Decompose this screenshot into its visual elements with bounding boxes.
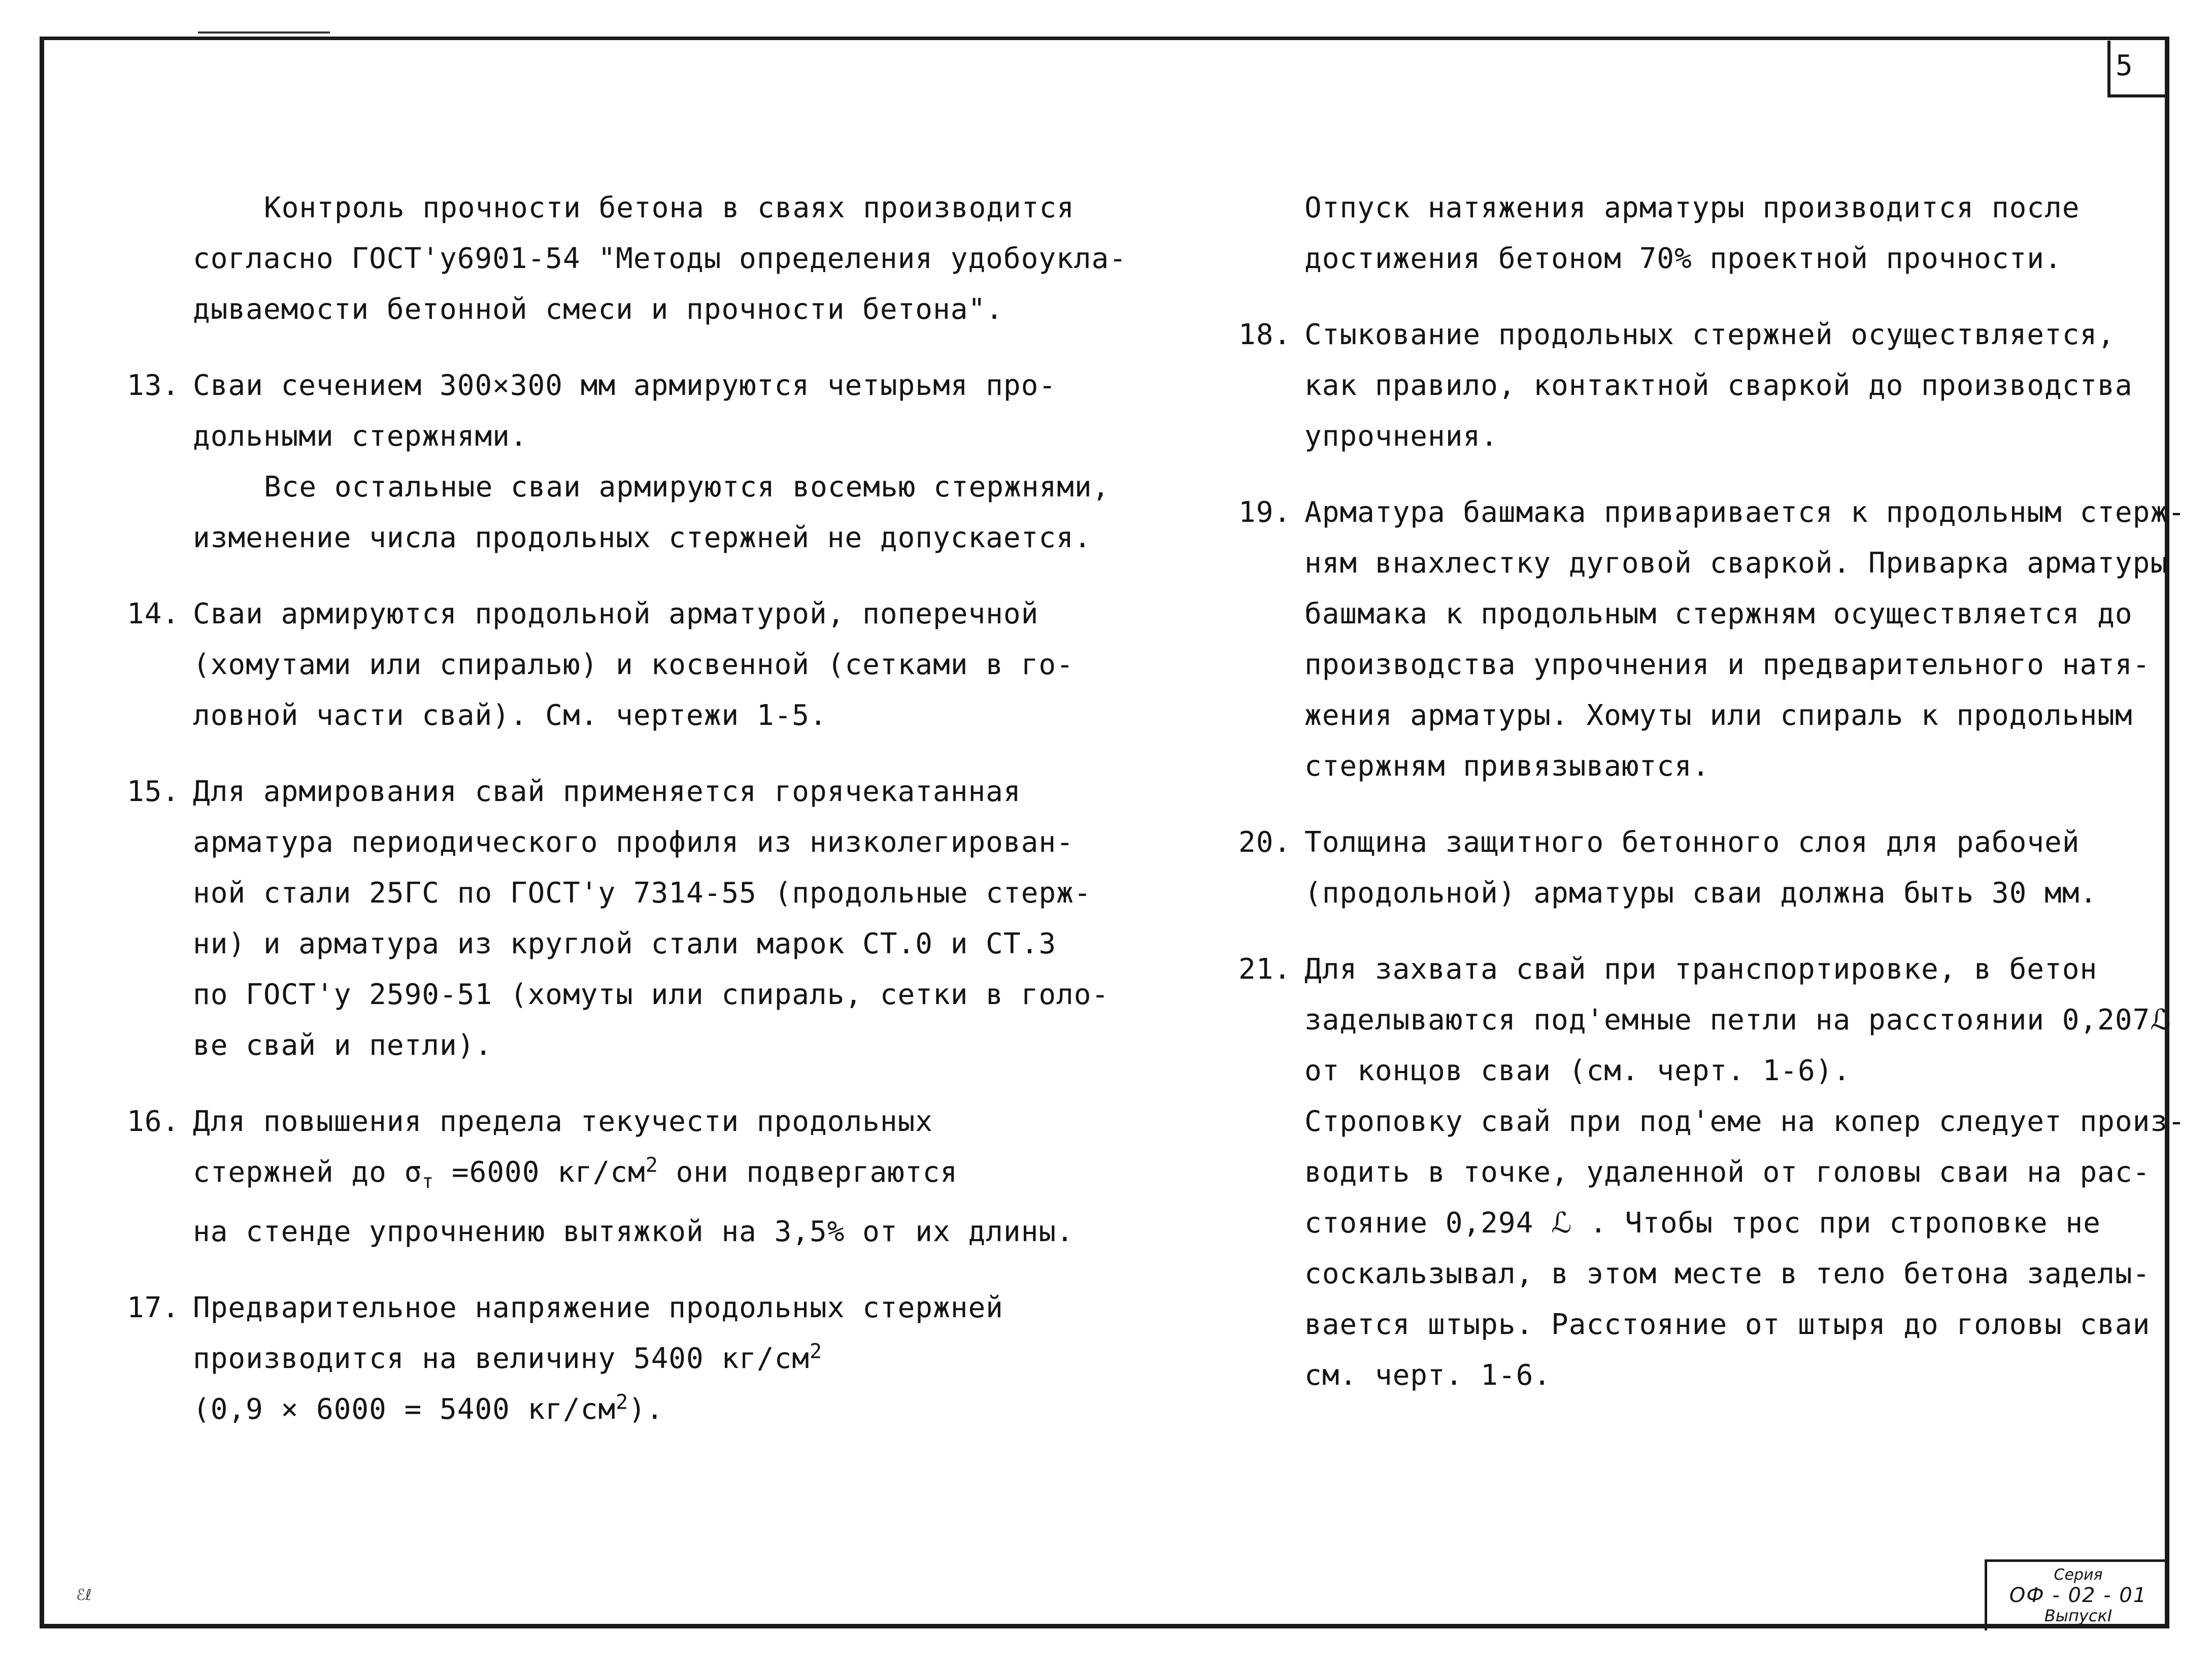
series-stamp: [1985, 1559, 2169, 1630]
text-line: на стенде упрочнению вытяжкой на 3,5% от их длины.: [193, 1215, 1074, 1249]
intro-paragraph: [193, 183, 1127, 335]
item-number: 20.: [1238, 826, 1292, 859]
item-18: [1238, 310, 2203, 462]
text-line: Сваи армируются продольной арматурой, поперечной: [193, 597, 1039, 630]
item-14: [127, 589, 1091, 741]
corner-mark: ℰℓ: [76, 1586, 92, 1604]
text-line: арматура периодического профиля из низколегирован-: [193, 826, 1074, 859]
item-17: [127, 1283, 1091, 1435]
text-line: производится на величину 5400 $кг/см^2$: [193, 1340, 823, 1376]
text-line: стержням привязываются.: [1304, 750, 1710, 783]
text-line: Предварительное напряжение продольных стержней: [193, 1291, 1003, 1325]
text-line: (хомутами или спиралью) и косвенной (сетками в го-: [193, 648, 1074, 681]
intro-paragraph: [1304, 183, 2203, 284]
item-number: 18.: [1238, 318, 1292, 351]
item-number: 19.: [1238, 496, 1292, 529]
top-edge-mark: [198, 31, 330, 34]
text-line: жения арматуры. Хомуты или спираль к продольным: [1304, 699, 2133, 732]
text-line: башмака к продольным стержням осуществляется до: [1304, 597, 2133, 630]
text-line: водить в точке, удаленной от головы сваи на рас-: [1304, 1156, 2151, 1189]
text-line: производства упрочнения и предварительного натя-: [1304, 648, 2151, 681]
text-line: Арматура башмака приваривается к продольным стерж-: [1304, 496, 2186, 529]
left-column: [127, 183, 1127, 1435]
text-line: Для армирования свай применяется горячекатанная: [193, 775, 1021, 808]
text-line: ни) и арматура из круглой стали марок СТ.0 и СТ.3: [193, 927, 1057, 960]
item-number: 17.: [127, 1291, 180, 1325]
text-line: соскальзывал, в этом месте в тело бетона заделы-: [1304, 1257, 2151, 1290]
issue-label: ВыпускI: [2044, 1606, 2113, 1625]
right-column: [1238, 183, 2203, 1401]
item-21: [1238, 944, 2203, 1401]
text-line: ловной части свай). См. чертежи 1-5.: [193, 699, 827, 732]
text-line: Строповку свай при под'еме на копер следует произ-: [1304, 1105, 2186, 1138]
text-line: ве свай и петли).: [193, 1029, 493, 1062]
item-number: 21.: [1238, 953, 1292, 986]
text-line: Контроль прочности бетона в сваях производится: [264, 191, 1075, 224]
text-line: стояние 0,294 ℒ . Чтобы трос при строповке не: [1304, 1207, 2101, 1240]
text-line: согласно ГОСТ'у6901-54 "Методы определения удобоукла-: [193, 242, 1127, 275]
text-line: заделываются под'емные петли на расстоянии 0,207ℒ: [1304, 1004, 2171, 1037]
item-15: [127, 766, 1110, 1071]
item-19: [1238, 487, 2203, 792]
text-line: вается штырь. Расстояние от штыря до головы сваи: [1304, 1308, 2151, 1341]
series-label: Серия: [2054, 1566, 2103, 1584]
text-line: (0,9 × 6000 = 5400 $кг/см^2$).: [193, 1390, 664, 1426]
text-line: см. черт. 1-6.: [1304, 1359, 1552, 1392]
item-number: 14.: [127, 597, 180, 630]
text-line: Отпуск натяжения арматуры производится после: [1304, 191, 2080, 224]
text-line: Сваи сечением 300×300 мм армируются четырьмя про-: [193, 369, 1057, 402]
text-line: от концов сваи (см. черт. 1-6).: [1304, 1054, 1851, 1087]
text-line: Для повышения предела текучести продольных: [193, 1105, 933, 1138]
text-line: изменение числа продольных стержней не допускается.: [193, 521, 1092, 554]
text-line: дольными стержнями.: [193, 420, 528, 453]
text-line: дываемости бетонной смеси и прочности бетона".: [193, 293, 1003, 326]
text-line: стержней до $\sigma_т =6000$ $кг/см^2$ они подвергаются: [193, 1153, 958, 1193]
text-line: ной стали 25ГС по ГОСТ'у 7314-55 (продольные стерж-: [193, 877, 1092, 910]
text-line: упрочнения.: [1304, 420, 1498, 453]
text-line: ням внахлестку дуговой сваркой. Приварка арматуры: [1304, 547, 2168, 580]
item-16: [127, 1096, 1091, 1257]
text-line: достижения бетоном 70% проектной прочности.: [1304, 242, 2062, 275]
item-number: 15.: [127, 775, 180, 808]
text-line: Все остальные сваи армируются восемью стержнями,: [264, 471, 1110, 504]
text-line: по ГОСТ'у 2590-51 (хомуты или спираль, сетки в голо-: [193, 978, 1110, 1011]
item-number: 13.: [127, 369, 180, 402]
text-line: Стыкование продольных стержней осуществляется,: [1304, 318, 2115, 351]
item-number: 16.: [127, 1105, 180, 1138]
series-code: ОФ - 02 - 01: [2009, 1584, 2148, 1607]
text-line: (продольной) арматуры сваи должна быть 30 мм.: [1304, 877, 2098, 910]
page-number: 5: [2107, 41, 2169, 97]
item-20: [1238, 817, 2203, 919]
text-line: как правило, контактной сваркой до производства: [1304, 369, 2133, 402]
text-line: Для захвата свай при транспортировке, в бетон: [1304, 953, 2098, 986]
item-13: [127, 360, 1110, 563]
text-line: Толщина защитного бетонного слоя для рабочей: [1304, 826, 2080, 859]
